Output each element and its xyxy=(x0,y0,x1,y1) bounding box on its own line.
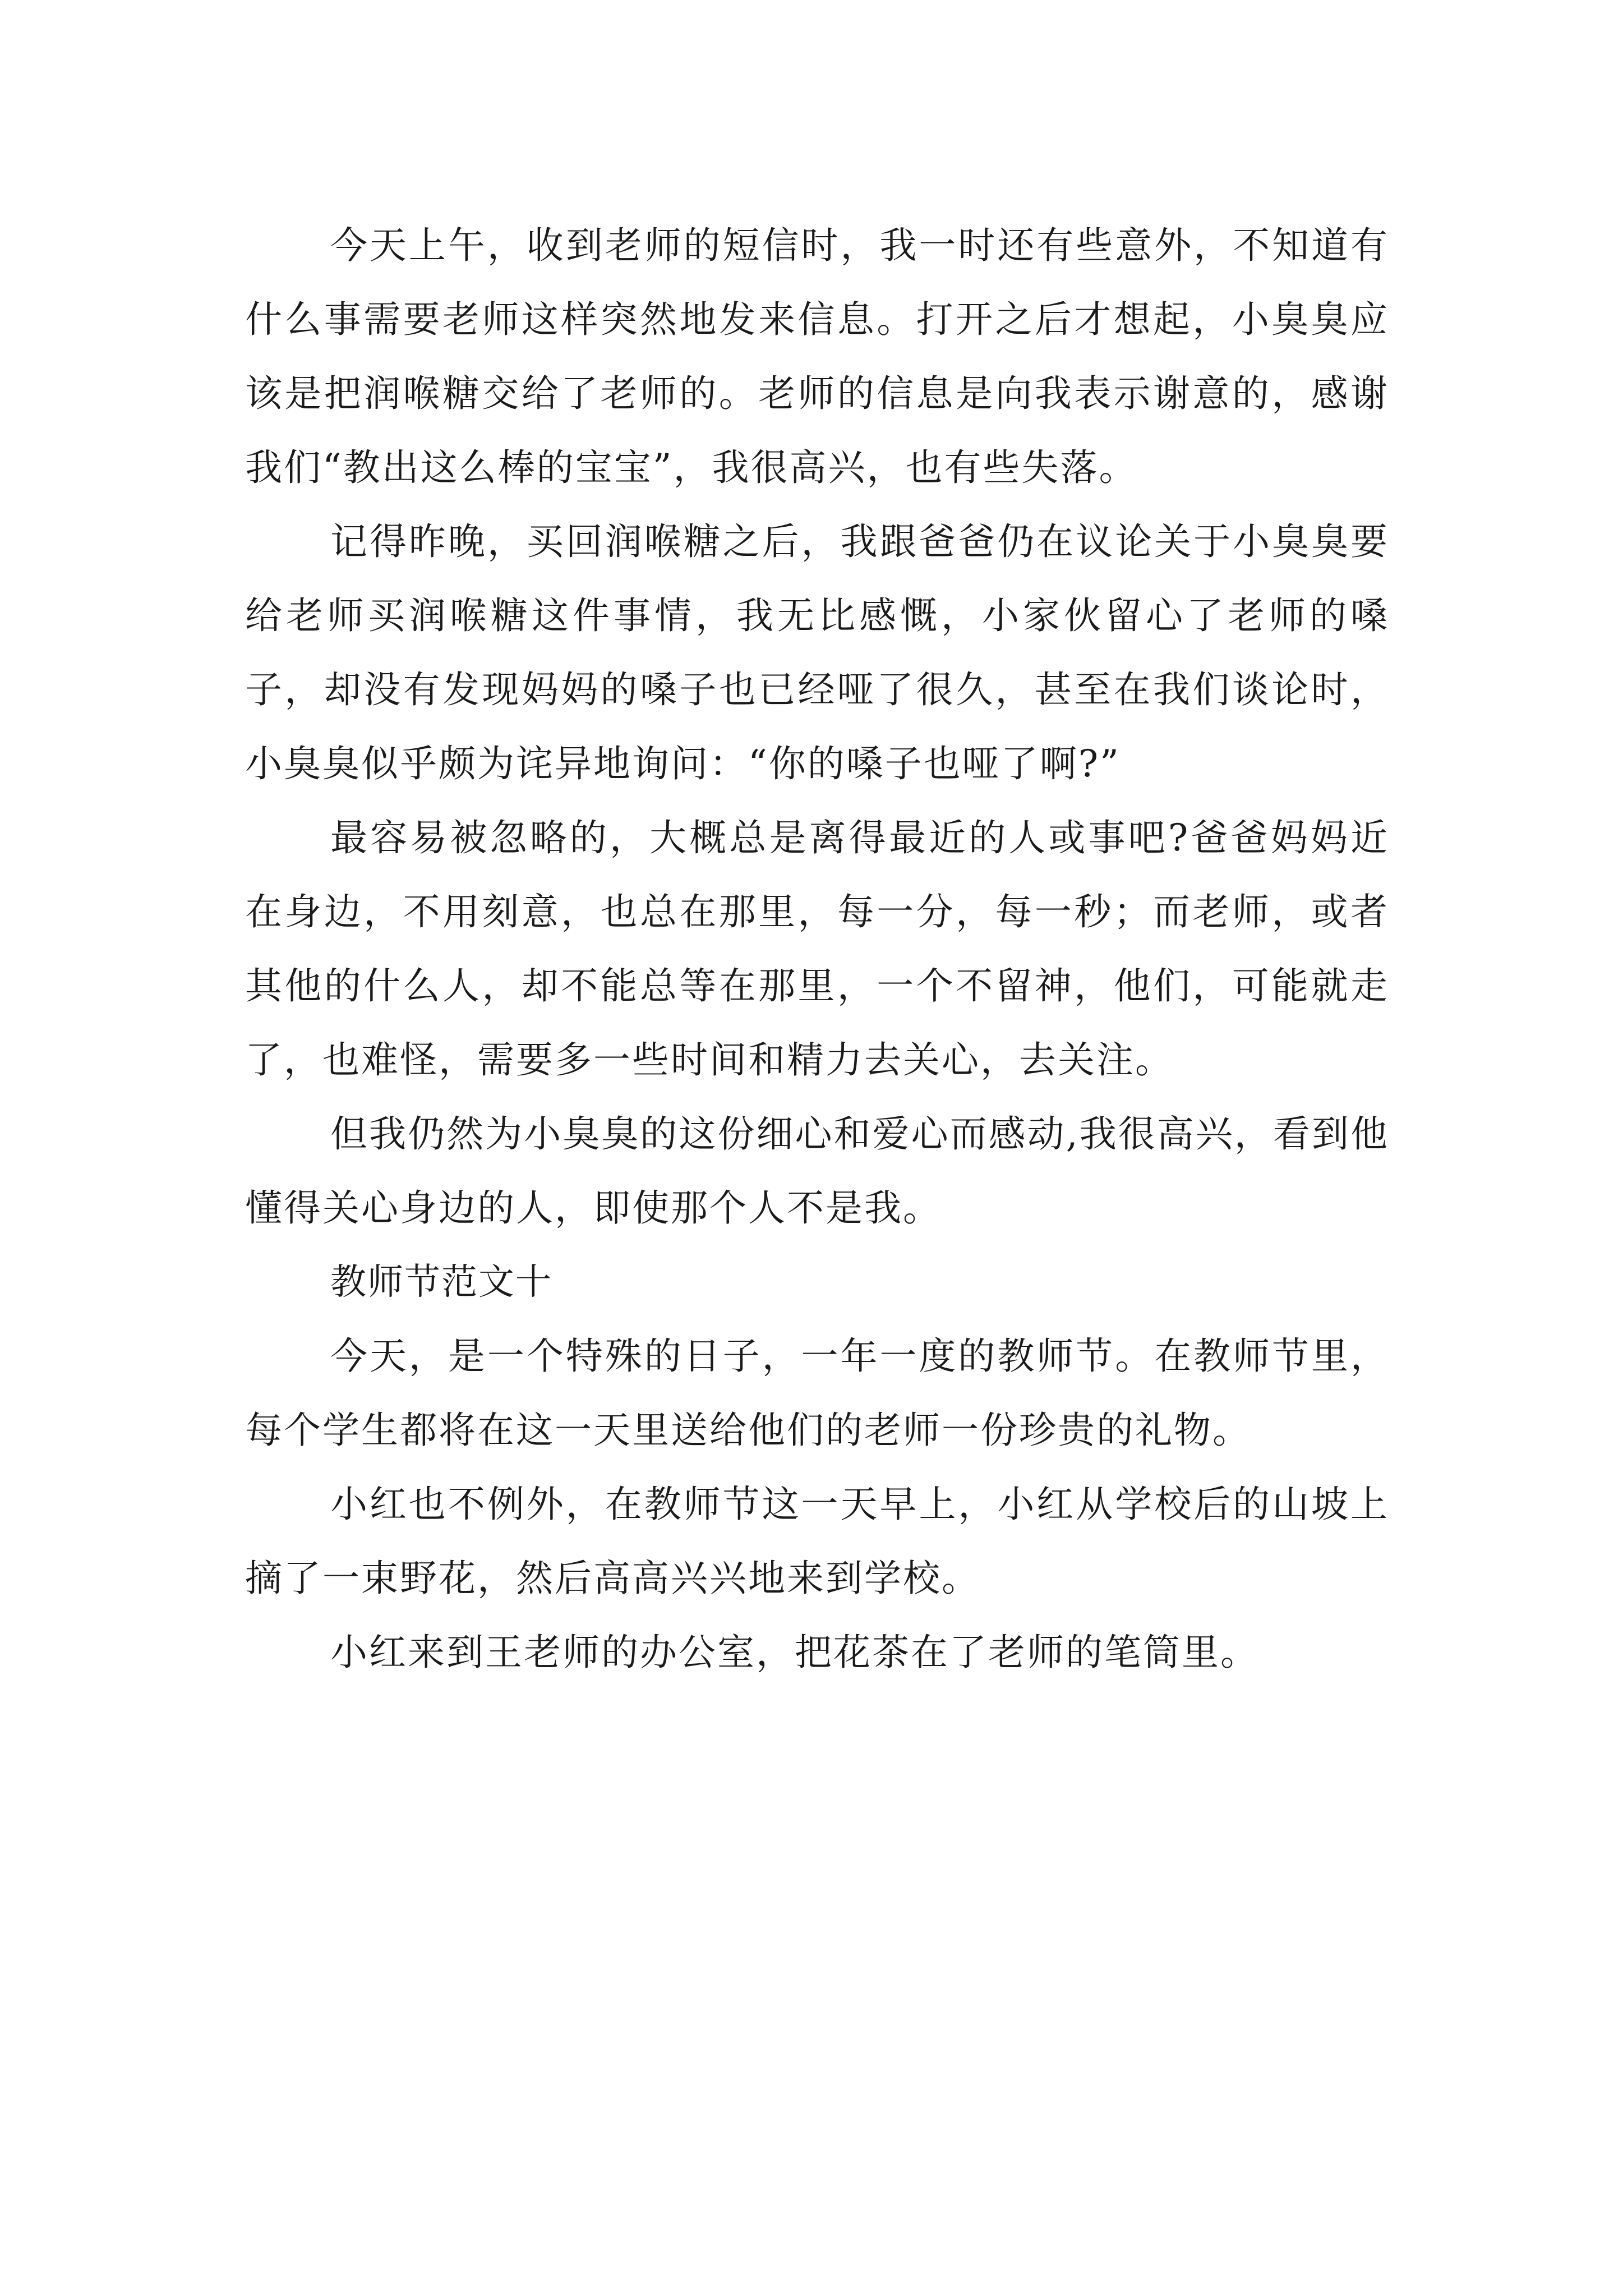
section-paragraph-3: 小红来到王老师的办公室，把花茶在了老师的笔筒里。 xyxy=(330,1631,1259,1674)
paragraph-4: 但我仍然为小臭臭的这份细心和爱心而感动,我很高兴，看到他懂得关心身边的人，即使那个人不是我。 xyxy=(245,1112,1389,1230)
paragraph-2: 记得昨晚，买回润喉糖之后，我跟爸爸仍在议论关于小臭臭要给老师买润喉糖这件事情，我无比感慨，小家伙留心了老师的嗓子，却没有发现妈妈的嗓子也已经哑了很久，甚至在我们谈论时，小臭臭似乎颇为诧异地询问：“你的嗓子也哑了啊?” xyxy=(245,520,1389,785)
paragraph-1: 今天上午，收到老师的短信时，我一时还有些意外，不知道有什么事需要老师这样突然地发来信息。打开之后才想起，小臭臭应该是把润喉糖交给了老师的。老师的信息是向我表示谢意的，感谢我们“教出这么棒的宝宝”，我很高兴，也有些失落。 xyxy=(245,224,1389,489)
section-paragraph-2: 小红也不例外，在教师节这一天早上，小红从学校后的山坡上摘了一束野花，然后高高兴兴地来到学校。 xyxy=(245,1483,1389,1600)
section-title: 教师节范文十 xyxy=(330,1262,552,1303)
section-paragraph-1: 今天，是一个特殊的日子，一年一度的教师节。在教师节里，每个学生都将在这一天里送给他们的老师一份珍贵的礼物。 xyxy=(245,1335,1389,1452)
paragraph-3: 最容易被忽略的，大概总是离得最近的人或事吧?爸爸妈妈近在身边，不用刻意，也总在那里，每一分，每一秒；而老师，或者其他的什么人，却不能总等在那里，一个不留神，他们，可能就走了，也难怪，需要多一些时间和精力去关心，去关注。 xyxy=(245,816,1389,1082)
document-body xyxy=(245,209,1389,1690)
